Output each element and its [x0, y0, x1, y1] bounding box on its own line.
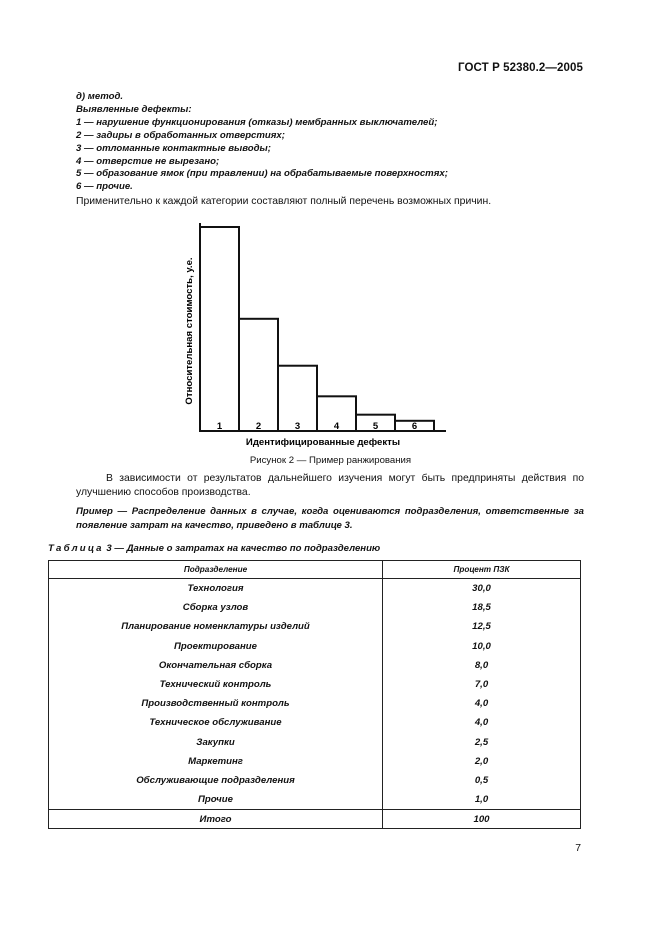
table-caption: [48, 543, 380, 554]
table-row: [49, 694, 581, 713]
defects-heading: Выявленные дефекты:: [76, 103, 192, 115]
bar-label-3: 3: [294, 421, 301, 432]
cell-percent: 1,0: [383, 790, 581, 810]
cell-department: Технология: [49, 579, 383, 599]
cell-department: Планирование номенклатуры изделий: [49, 617, 383, 636]
table-body: [49, 579, 581, 829]
total-value: 100: [383, 810, 581, 829]
table-row: [49, 637, 581, 656]
bar-label-6: 6: [411, 421, 418, 432]
intro-paragraph: Применительно к каждой категории составляют полный перечень возможных причин.: [76, 196, 492, 207]
cell-department: Закупки: [49, 733, 383, 752]
quality-cost-table: [48, 560, 581, 829]
x-axis-label: Идентифицированные дефекты: [245, 437, 401, 448]
page-number: 7: [575, 843, 581, 854]
bar-label-5: 5: [372, 421, 379, 432]
cell-department: Проектирование: [49, 637, 383, 656]
total-label: Итого: [49, 810, 383, 829]
bar-1: [200, 227, 239, 431]
cell-department: Прочие: [49, 790, 383, 810]
cell-department: Окончательная сборка: [49, 656, 383, 675]
table-row: [49, 790, 581, 810]
table-row: [49, 771, 581, 790]
table-row: [49, 579, 581, 599]
cell-percent: 0,5: [383, 771, 581, 790]
defect-item: 3 — отломанные контактные выводы;: [76, 142, 271, 154]
table-total-row: [49, 810, 581, 829]
table-row: [49, 598, 581, 617]
cell-department: Сборка узлов: [49, 598, 383, 617]
cell-percent: 4,0: [383, 694, 581, 713]
cell-percent: 7,0: [383, 675, 581, 694]
cell-percent: 4,0: [383, 713, 581, 732]
y-axis-label: Относительная стоимость, у.е.: [184, 257, 195, 405]
pareto-chart: [170, 215, 470, 451]
bar-2: [239, 319, 278, 431]
table-row: [49, 752, 581, 771]
defect-item: 1 — нарушение функционирования (отказы) мембранных выключателей;: [76, 116, 438, 128]
cell-percent: 8,0: [383, 656, 581, 675]
cell-percent: 2,5: [383, 733, 581, 752]
cell-percent: 18,5: [383, 598, 581, 617]
table-caption-label: Таблица: [48, 543, 104, 554]
header-percent: Процент ПЗК: [383, 561, 581, 579]
defect-item: 6 — прочие.: [76, 181, 133, 193]
table-row: [49, 675, 581, 694]
table-caption-text: 3 — Данные о затратах на качество по подразделению: [103, 543, 381, 554]
example-paragraph: Пример — Распределение данных в случае, когда оцениваются подразделения, ответственные за появление затрат на качество, приведено в таблице 3.: [76, 506, 584, 531]
cell-department: Обслуживающие подразделения: [49, 771, 383, 790]
defect-item: 5 — образование ямок (при травлении) на обрабатываемые поверхностях;: [76, 168, 448, 180]
method-line: д) метод.: [76, 91, 124, 102]
cell-percent: 30,0: [383, 579, 581, 599]
cell-department: Производственный контроль: [49, 694, 383, 713]
cell-percent: 10,0: [383, 637, 581, 656]
table-row: [49, 713, 581, 732]
cell-percent: 2,0: [383, 752, 581, 771]
header-department: Подразделение: [49, 561, 383, 579]
cell-percent: 12,5: [383, 617, 581, 636]
bar-label-4: 4: [333, 421, 340, 432]
table-row: [49, 617, 581, 636]
table-header-row: [49, 561, 581, 579]
bar-label-2: 2: [255, 421, 262, 432]
table-row: [49, 656, 581, 675]
cell-department: Технический контроль: [49, 675, 383, 694]
defect-item: 4 — отверстие не вырезано;: [76, 155, 220, 167]
cell-department: Техническое обслуживание: [49, 713, 383, 732]
defects-list: [76, 91, 448, 194]
paragraph-actions: В зависимости от результатов дальнейшего изучения могут быть предприняты действия по улучшению способов производства.: [76, 473, 584, 498]
document-code: ГОСТ Р 52380.2—2005: [458, 62, 583, 74]
table-row: [49, 733, 581, 752]
figure-caption: Рисунок 2 — Пример ранжирования: [249, 455, 412, 466]
defect-item: 2 — задиры в обработанных отверстиях;: [76, 129, 285, 141]
cell-department: Маркетинг: [49, 752, 383, 771]
bar-label-1: 1: [216, 421, 223, 432]
